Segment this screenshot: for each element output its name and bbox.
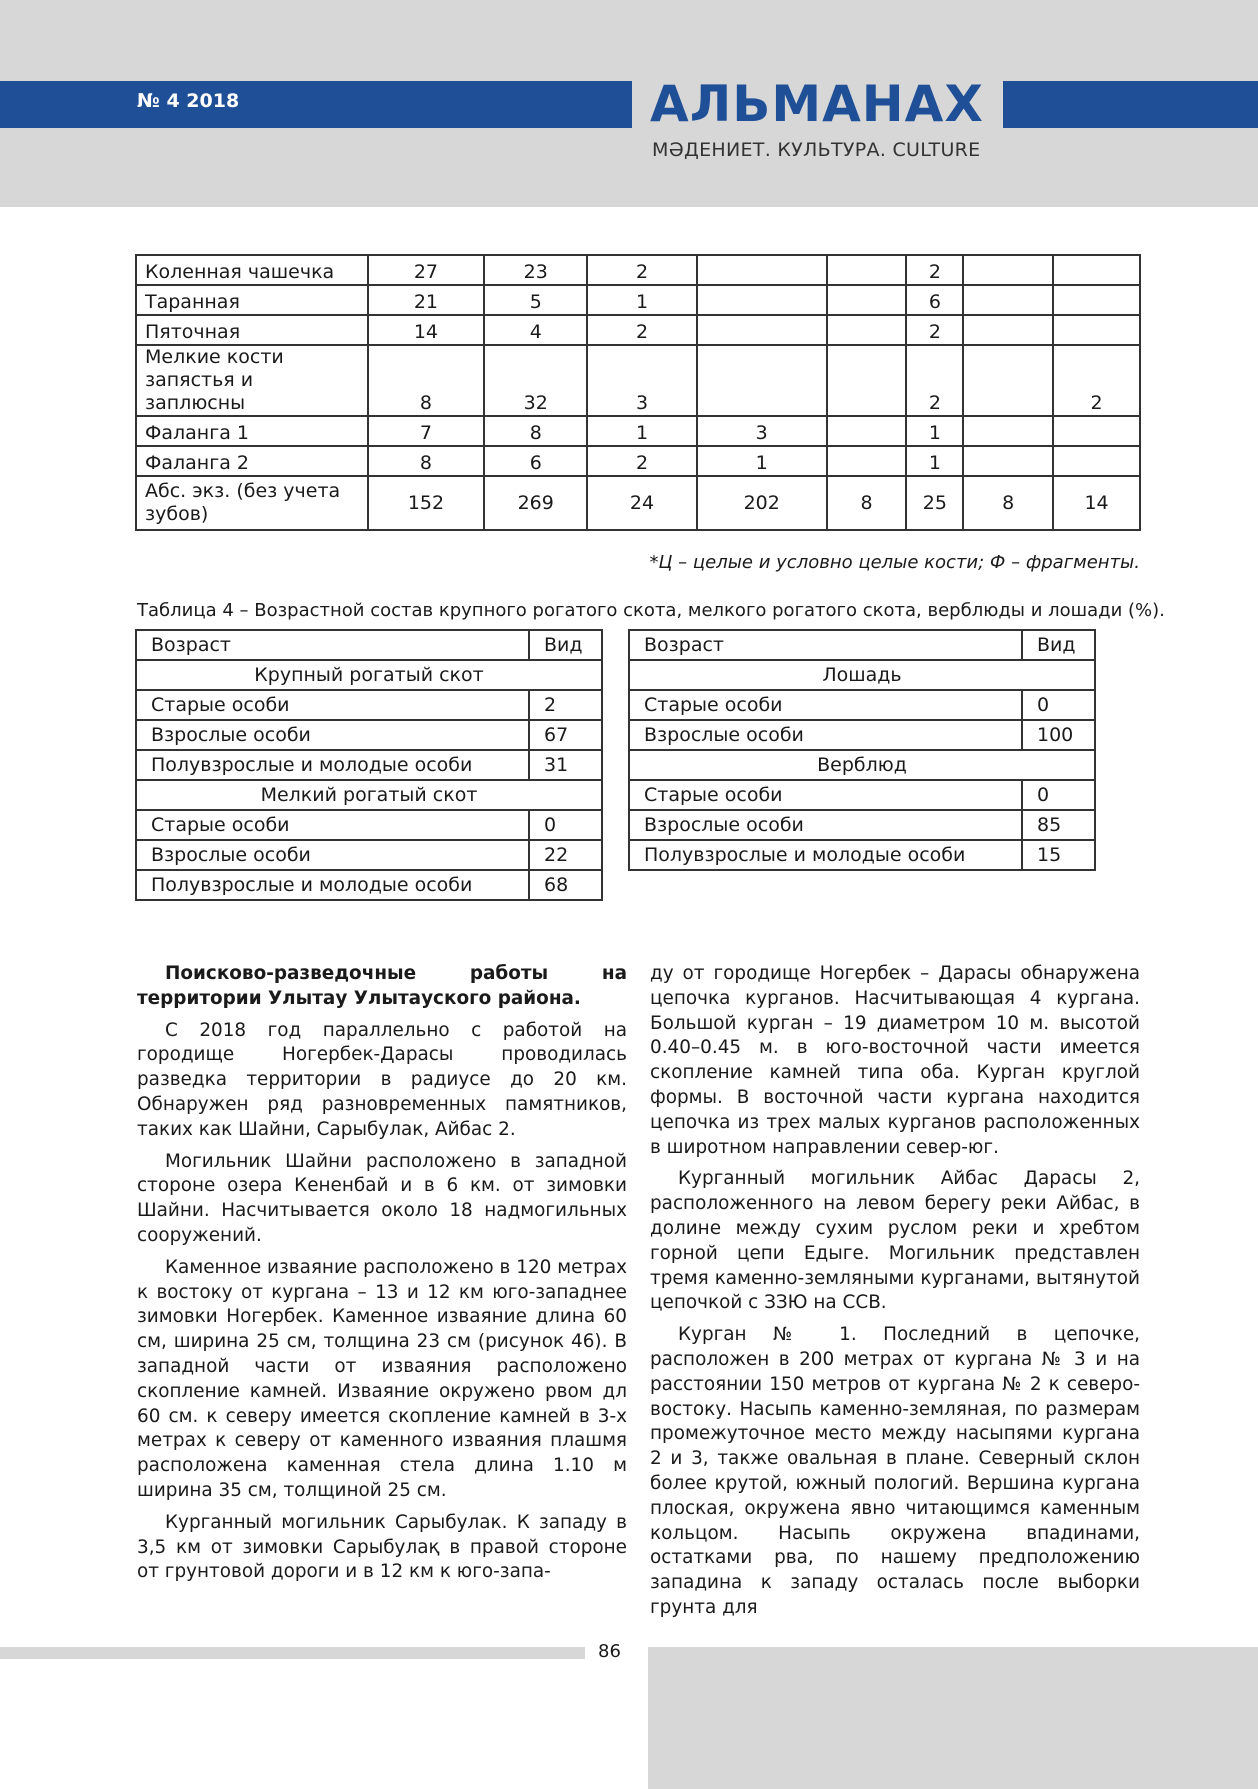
age-label: Старые особи xyxy=(136,810,529,840)
table-cell: 2 xyxy=(906,255,963,285)
table-cell: 2 xyxy=(906,345,963,416)
age-value: 31 xyxy=(529,750,602,780)
table-cell xyxy=(697,345,827,416)
age-label: Полувзрослые и молодые особи xyxy=(629,840,1022,870)
paragraph: Каменное изваяние расположено в 120 метрах к востоку от кургана – 13 и 12 км юго-западнее зимовки Ногербек. Каменное изваяние длина 60 см, ширина 25 см, толщина 23 см (рисунок 46). В западной части от изваяния расположено скопление камней. Изваяние окружено рвом дл 60 см. к северу имеется скопление камней в 3-х метрах к северу от каменного изваяния плашмя расположена каменная стела длина 1.10 м ширина 35 см, толщиной 25 см. xyxy=(137,1256,627,1501)
table-row xyxy=(136,690,602,720)
section-heading: Поисково-разведочные работы на территории Улытау Улытауского района. xyxy=(137,963,627,1009)
table-cell: 1 xyxy=(697,446,827,476)
table-cell xyxy=(827,446,907,476)
paragraph: Курган № 1. Последний в цепочке, расположен в 200 метрах от кургана № 3 и на расстоянии 150 метров от кургана № 2 к северо-востоку. Насыпь каменно-земляная, по размерам промежуточное место между насыпями кургана 2 и 3, также овальная в плане. Северный склон более крутой, южный пологий. Вершина кургана плоская, окружена явно читающимся каменным кольцом. Насыпь окружена впадинами, остатками рва, по нашему предположению западина к западу осталась после выборки грунта для xyxy=(650,1324,1140,1618)
table-row xyxy=(629,840,1095,870)
table-cell: 2 xyxy=(906,315,963,345)
table-cell: 24 xyxy=(587,476,697,530)
row-label xyxy=(136,315,368,345)
age-value: 0 xyxy=(1022,690,1095,720)
row-label xyxy=(136,255,368,285)
table-cell xyxy=(1053,285,1140,315)
age-label: Старые особи xyxy=(629,690,1022,720)
table-cell: 152 xyxy=(368,476,485,530)
age-value: 2 xyxy=(529,690,602,720)
footer-block xyxy=(648,1647,1258,1789)
age-label: Взрослые особи xyxy=(136,840,529,870)
table-cell: 7 xyxy=(368,416,485,446)
table-cell xyxy=(963,345,1053,416)
text-column-right xyxy=(650,962,1140,1628)
age-value: 22 xyxy=(529,840,602,870)
table-cell: 21 xyxy=(368,285,485,315)
table-row xyxy=(629,810,1095,840)
table-row xyxy=(629,720,1095,750)
table-row xyxy=(629,690,1095,720)
table-row xyxy=(136,446,1140,476)
row-label xyxy=(136,416,368,446)
section-row xyxy=(629,750,1095,780)
table-cell: 23 xyxy=(484,255,587,285)
age-label: Полувзрослые и молодые особи xyxy=(136,750,529,780)
table-cell xyxy=(1053,446,1140,476)
table-cell: 8 xyxy=(484,416,587,446)
age-value: 0 xyxy=(1022,780,1095,810)
table-row xyxy=(136,255,1140,285)
table-cell: 2 xyxy=(1053,345,1140,416)
table-cell xyxy=(697,255,827,285)
age-table-left xyxy=(135,629,603,901)
table-cell xyxy=(963,255,1053,285)
table-cell: 2 xyxy=(587,446,697,476)
table-cell: 6 xyxy=(484,446,587,476)
table-cell: 2 xyxy=(587,315,697,345)
age-value: 85 xyxy=(1022,810,1095,840)
table-cell: 25 xyxy=(906,476,963,530)
footer-rule xyxy=(0,1647,585,1659)
table-cell xyxy=(963,446,1053,476)
table-cell: 4 xyxy=(484,315,587,345)
table-cell xyxy=(827,285,907,315)
table-cell xyxy=(1053,416,1140,446)
issue-number: № 4 2018 xyxy=(137,90,240,112)
section-title: Мелкий рогатый скот xyxy=(136,780,602,810)
journal-tagline: МӘДЕНИЕТ. КУЛЬТУРА. CULTURE xyxy=(652,139,981,161)
age-label: Полувзрослые и молодые особи xyxy=(136,870,529,900)
table-cell xyxy=(827,315,907,345)
table-row xyxy=(136,476,1140,530)
age-value: 100 xyxy=(1022,720,1095,750)
row-label xyxy=(136,446,368,476)
header-species: Вид xyxy=(1022,630,1095,660)
table-cell xyxy=(827,255,907,285)
table-cell xyxy=(1053,315,1140,345)
row-label xyxy=(136,476,368,530)
paragraph: Курганный могильник Айбас Дарасы 2, расположенного на левом берегу реки Айбас, в долине между сухим руслом реки и хребтом горной цепи Едыге. Могильник представлен тремя каменно-земляными курганами, вытянутой цепочкой с ЗЗЮ на ССВ. xyxy=(650,1168,1140,1314)
section-title: Крупный рогатый скот xyxy=(136,660,602,690)
table-row xyxy=(136,315,1140,345)
table-cell: 8 xyxy=(827,476,907,530)
age-label: Старые особи xyxy=(136,690,529,720)
table-cell xyxy=(697,315,827,345)
section-row xyxy=(136,660,602,690)
age-label: Взрослые особи xyxy=(136,720,529,750)
row-label xyxy=(136,345,368,416)
header-row xyxy=(136,630,602,660)
row-label xyxy=(136,285,368,315)
section-row xyxy=(136,780,602,810)
row-label-line: Фаланга 1 xyxy=(145,422,249,444)
table-row xyxy=(136,840,602,870)
row-label-line: зубов) xyxy=(145,503,209,525)
header-species: Вид xyxy=(529,630,602,660)
table-footnote: *Ц – целые и условно целые кости; Ф – фрагменты. xyxy=(649,552,1140,573)
section-title: Верблюд xyxy=(629,750,1095,780)
table-caption: Таблица 4 – Возрастной состав крупного рогатого скота, мелкого рогатого скота, верблюды и лошади (%). xyxy=(137,600,1165,621)
table-cell xyxy=(963,315,1053,345)
row-label-line: Коленная чашечка xyxy=(145,261,335,283)
table-cell: 14 xyxy=(368,315,485,345)
section-row xyxy=(629,660,1095,690)
row-label-line: запястья и заплюсны xyxy=(145,369,254,414)
section-title: Лошадь xyxy=(629,660,1095,690)
table-row xyxy=(629,780,1095,810)
header-age: Возраст xyxy=(629,630,1022,660)
table-cell: 8 xyxy=(963,476,1053,530)
table-cell xyxy=(697,285,827,315)
paragraph: Могильник Шайни расположено в западной стороне озера Кененбай и в 6 км. от зимовки Шайни. Насчитывается около 18 надмогильных сооружений. xyxy=(137,1150,627,1246)
table-row xyxy=(136,416,1140,446)
table-cell: 2 xyxy=(587,255,697,285)
table-cell: 8 xyxy=(368,345,485,416)
age-value: 67 xyxy=(529,720,602,750)
age-value: 15 xyxy=(1022,840,1095,870)
table-cell: 269 xyxy=(484,476,587,530)
table-cell: 32 xyxy=(484,345,587,416)
paragraph: ду от городище Ногербек – Дарасы обнаружена цепочка курганов. Насчитывающая 4 кургана. Большой курган – 19 диаметром 10 м. высотой 0.40–0.45 м. в юго-восточной части имеется скопление камней типа оба. Курган круглой формы. В восточной части кургана находится цепочка из трех малых курганов расположенных в широтном направлении север-юг. xyxy=(650,963,1140,1158)
table-cell xyxy=(963,416,1053,446)
table-row xyxy=(136,870,602,900)
table-cell: 8 xyxy=(368,446,485,476)
table-cell: 1 xyxy=(587,416,697,446)
table-cell: 5 xyxy=(484,285,587,315)
header-row xyxy=(629,630,1095,660)
table-row xyxy=(136,720,602,750)
age-label: Старые особи xyxy=(629,780,1022,810)
table-cell: 3 xyxy=(697,416,827,446)
age-value: 0 xyxy=(529,810,602,840)
bone-count-table xyxy=(135,254,1141,531)
table-row xyxy=(136,750,602,780)
table-cell: 6 xyxy=(906,285,963,315)
table-cell xyxy=(827,345,907,416)
paragraph: С 2018 год параллельно с работой на городище Ногербек-Дарасы проводилась разведка территории в радиусе до 20 км. Обнаружен ряд разновременных памятников, таких как Шайни, Сарыбулак, Айбас 2. xyxy=(137,1019,627,1140)
row-label-line: Пяточная xyxy=(145,321,241,343)
age-label: Взрослые особи xyxy=(629,720,1022,750)
paragraph: Курганный могильник Сарыбулак. К западу в 3,5 км от зимовки Сарыбулақ в правой стороне от грунтовой дороги и в 12 км к юго-запа- xyxy=(137,1511,627,1583)
age-label: Взрослые особи xyxy=(629,810,1022,840)
age-value: 68 xyxy=(529,870,602,900)
table-cell: 1 xyxy=(906,416,963,446)
row-label-line: Таранная xyxy=(145,291,240,313)
table-row xyxy=(136,810,602,840)
table-cell xyxy=(1053,255,1140,285)
header-band-right xyxy=(1003,81,1258,128)
header-age: Возраст xyxy=(136,630,529,660)
table-row xyxy=(136,345,1140,416)
row-label-line: Абс. экз. (без учета xyxy=(145,480,341,502)
table-cell: 202 xyxy=(697,476,827,530)
table-cell: 3 xyxy=(587,345,697,416)
text-column-left xyxy=(137,962,627,1592)
table-row xyxy=(136,285,1140,315)
table-cell: 14 xyxy=(1053,476,1140,530)
table-cell: 27 xyxy=(368,255,485,285)
age-table-right xyxy=(628,629,1096,871)
table-cell xyxy=(963,285,1053,315)
page-number: 86 xyxy=(598,1641,621,1662)
table-cell: 1 xyxy=(906,446,963,476)
table-cell xyxy=(827,416,907,446)
row-label-line: Мелкие кости xyxy=(145,346,284,368)
journal-title: АЛЬМАНАХ xyxy=(650,75,984,133)
table-cell: 1 xyxy=(587,285,697,315)
header-band-left xyxy=(0,81,632,128)
row-label-line: Фаланга 2 xyxy=(145,452,249,474)
